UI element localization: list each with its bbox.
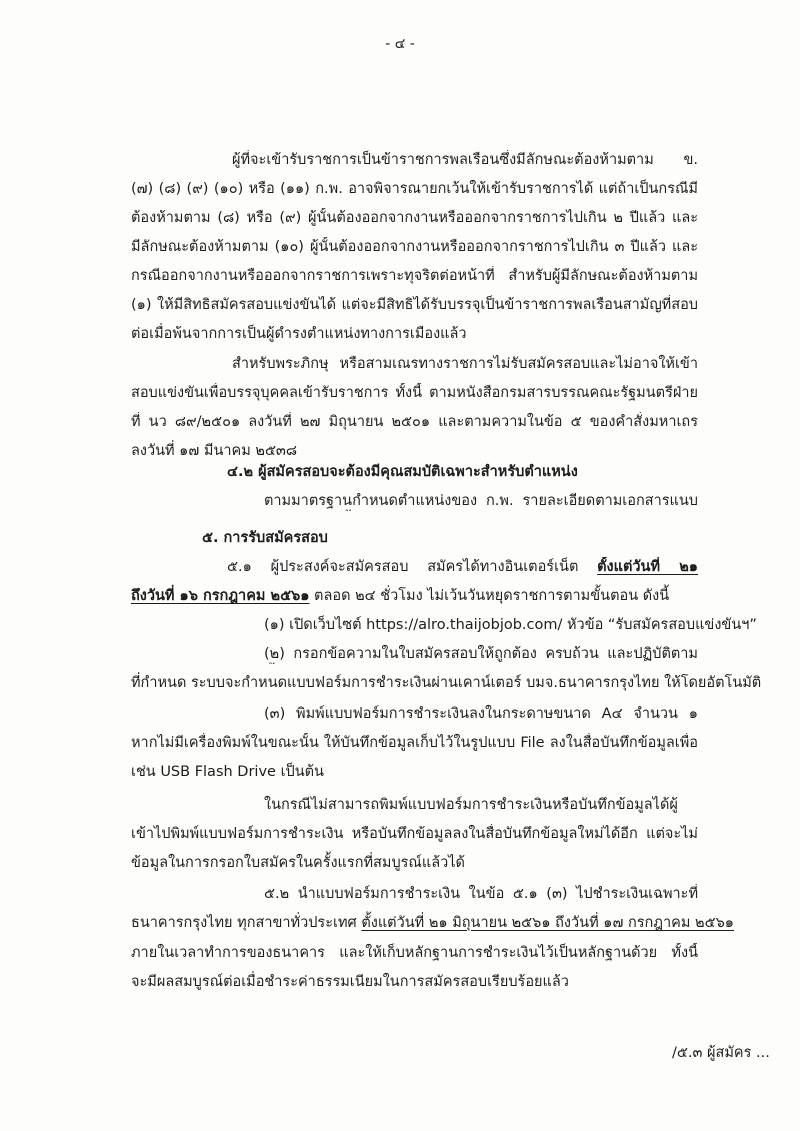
text-segment: สอบแข่งขันเพื่อบรรจุบุคคลเข้ารับราชการ ทั้งนี้ ตามหนังสือกรมสารบรรณคณะรัฐมนตรีฝ่าย xyxy=(131,385,698,401)
text-line xyxy=(131,441,297,461)
text-line xyxy=(131,324,467,344)
text-segment: (๑) เปิดเว็บไซต์ https://alro.thaijobjob.com/ หัวข้อ “รับสมัครสอบแข่งขันฯ” xyxy=(264,617,757,633)
text-line xyxy=(131,762,324,782)
text-line xyxy=(131,943,698,963)
text-segment: กรณีออกจากงานหรือออกจากราชการเพราะทุจริตต่อหน้าที่ สำหรับผู้มีลักษณะต้องห้ามตาม xyxy=(131,268,698,284)
text-segment: เช่น USB Flash Drive เป็นต้น xyxy=(131,764,324,780)
text-line xyxy=(131,208,698,228)
text-segment: ข้อมูลในการกรอกใบสมัครในครั้งแรกที่สมบูรณ์แล้วได้ xyxy=(131,855,465,871)
text-line xyxy=(202,528,328,548)
text-segment: (๗) (๘) (๙) (๑๐) หรือ (๑๑) ก.พ. อาจพิจารณายกเว้นให้เข้ารับราชการได้ แต่ถ้าเป็นกรณีมี xyxy=(131,181,698,197)
text-line xyxy=(131,673,761,693)
underlined-text: ตั้งแต่วันที่ ๒๑ xyxy=(597,559,698,575)
text-segment: ๕.๑ ผู้ประสงค์จะสมัครสอบ สมัครได้ทางอินเตอร์เน็ต xyxy=(227,559,598,575)
text-segment: ภายในเวลาทำการของธนาคาร และให้เก็บหลักฐานการชำระเงินไว้เป็นหลักฐานด้วย ทั้งนี้ xyxy=(131,945,698,961)
text-segment: ผู้ที่จะเข้ารับราชการเป็นข้าราชการพลเรือนซึ่งมีลักษณะต้องห้ามตาม ข. xyxy=(232,152,698,168)
text-segment: ต่อเมื่อพ้นจากการเป็นผู้ดำรงตำแหน่งทางการเมืองแล้ว xyxy=(131,326,467,342)
text-line xyxy=(232,354,698,374)
text-line xyxy=(131,179,698,199)
text-line xyxy=(227,557,698,577)
text-segment: ลงวันที่ ๑๗ มีนาคม ๒๕๓๘ xyxy=(131,443,298,459)
text-line xyxy=(131,412,698,432)
text-line xyxy=(264,615,757,635)
text-segment: /๕.๓ ผู้สมัคร ... xyxy=(672,1045,770,1061)
text-line xyxy=(131,972,569,992)
heading-text: ๕. การรับสมัครสอบ xyxy=(202,530,328,546)
text-line xyxy=(131,295,698,315)
heading-text: ๔.๒ ผู้สมัครสอบจะต้องมีคุณสมบัติเฉพาะสำหรับตำแหน่ง xyxy=(227,464,578,480)
text-line xyxy=(131,853,465,873)
text-segment: (๒) กรอกข้อความในใบสมัครสอบให้ถูกต้อง ครบถ้วน และปฏิบัติตาม xyxy=(264,646,698,662)
text-line xyxy=(264,644,698,664)
text-line xyxy=(232,150,698,170)
text-segment: จะมีผลสมบูรณ์ต่อเมื่อชำระค่าธรรมเนียมในการสมัครสอบเรียบร้อยแล้ว xyxy=(131,974,569,990)
text-line xyxy=(131,913,734,933)
text-segment: ต้องห้ามตาม (๘) หรือ (๙) ผู้นั้นต้องออกจากงานหรือออกจากราชการไปเกิน ๒ ปีแล้ว และ xyxy=(131,210,698,226)
text-line xyxy=(131,237,698,257)
text-segment: ธนาคารกรุงไทย ทุกสาขาทั่วประเทศ xyxy=(131,915,362,931)
text-line xyxy=(131,383,698,403)
text-line xyxy=(264,884,698,904)
text-segment: สำหรับพระภิกษุ หรือสามเณรทางราชการไม่รับสมัครสอบและไม่อาจให้เข้า xyxy=(232,356,698,372)
text-line xyxy=(131,266,698,286)
text-segment: ในกรณีไม่สามารถพิมพ์แบบฟอร์มการชำระเงินหรือบันทึกข้อมูลได้ผู้ xyxy=(264,797,678,813)
text-line xyxy=(264,704,698,724)
text-line xyxy=(131,586,669,606)
text-segment: เข้าไปพิมพ์แบบฟอร์มการชำระเงิน หรือบันทึกข้อมูลลงในสื่อบันทึกข้อมูลใหม่ได้อีก แต่จะไม่ xyxy=(131,826,698,842)
underlined-text: ตั้งแต่วันที่ ๒๑ มิถุนายน ๒๕๖๑ ถึงวันที่ ๑๗ กรกฎาคม ๒๕๖๑ xyxy=(361,915,734,931)
text-line xyxy=(227,462,578,482)
underlined-text: ถึงวันที่ ๑๖ กรกฎาคม ๒๕๖๑ xyxy=(131,588,310,604)
text-segment: มีลักษณะต้องห้ามตาม (๑๐) ผู้นั้นต้องออกจากงานหรือออกจากราชการไปเกิน ๓ ปีแล้ว และ xyxy=(131,239,698,255)
text-line xyxy=(264,491,698,511)
text-segment: ๕.๒ นำแบบฟอร์มการชำระเงิน ในข้อ ๕.๑ (๓) ไปชำระเงินเฉพาะที่ xyxy=(264,886,698,902)
text-segment: ตามมาตรฐานกำหนดตำแหน่งของ ก.พ. รายละเอียดตามเอกสารแนบ xyxy=(264,493,698,509)
page-number: - ๔ - xyxy=(385,36,415,52)
text-segment: ที่กำหนด ระบบจะกำหนดแบบฟอร์มการชำระเงินผ่านเคาน์เตอร์ บมจ.ธนาคารกรุงไทย ให้โดยอัตโนมัติ xyxy=(131,675,762,691)
text-line xyxy=(131,733,698,753)
text-segment: (๓) พิมพ์แบบฟอร์มการชำระเงินลงในกระดาษขนาด A๔ จำนวน ๑ xyxy=(264,706,698,722)
text-segment: (๑) ให้มีสิทธิสมัครสอบแข่งขันได้ แต่จะมีสิทธิได้รับบรรจุเป็นข้าราชการพลเรือนสามัญที่สอบ xyxy=(131,297,698,313)
text-segment: ตลอด ๒๔ ชั่วโมง ไม่เว้นวันหยุดราชการตามขั้นตอน ดังนี้ xyxy=(309,588,670,604)
text-segment: หากไม่มีเครื่องพิมพ์ในขณะนั้น ให้บันทึกข้อมูลเก็บไว้ในรูปแบบ File ลงในสื่อบันทึกข้อมูลเพื่อ xyxy=(131,735,698,751)
text-line xyxy=(672,1043,770,1063)
text-line xyxy=(264,795,698,815)
text-segment: ที่ นว ๘๙/๒๕๐๑ ลงวันที่ ๒๗ มิถุนายน ๒๕๐๑ และตามความในข้อ ๕ ของคำสั่งมหาเถร xyxy=(131,414,698,430)
text-line xyxy=(131,824,698,844)
